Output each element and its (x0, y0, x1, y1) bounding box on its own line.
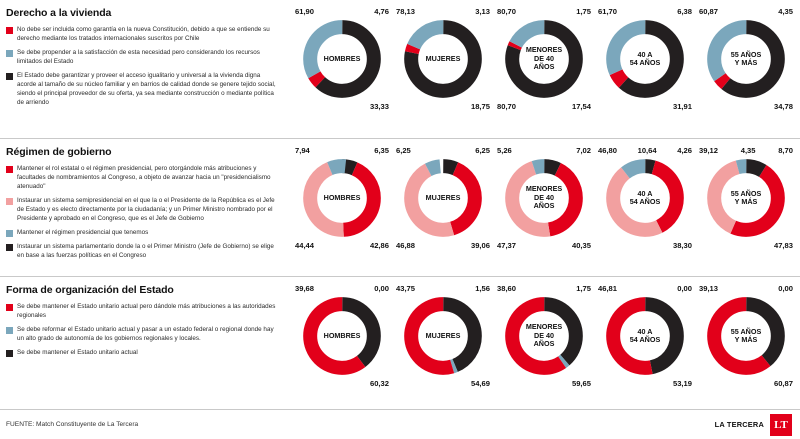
donut-bottom-labels (395, 102, 491, 111)
donut-top-labels (395, 7, 491, 16)
legend-swatch-dark (6, 73, 13, 80)
donut-center-label: MUJERES (425, 192, 461, 202)
value-label: 4,35 (778, 7, 793, 16)
value-label: 6,38 (677, 7, 692, 16)
value-label: 78,13 (396, 7, 416, 16)
donut-bottom-labels (294, 379, 390, 388)
donut-center-label: MUJERES (425, 330, 461, 340)
donut-center-label: HOMBRES (323, 53, 361, 63)
donut-bottom-labels (698, 241, 794, 250)
donut-center-label: MENORES DE 40 AÑOS (525, 184, 563, 211)
donut-svg (300, 294, 384, 378)
donut-center-label: MENORES DE 40 AÑOS (525, 45, 563, 72)
donut-chart-55-mas (698, 284, 794, 401)
donut-bottom-labels (395, 379, 491, 388)
value-label: 60,87 (699, 7, 719, 16)
value-label: 39,68 (295, 284, 315, 293)
value-label: 8,70 (778, 146, 793, 155)
value-label: 6,25 (475, 146, 490, 155)
legend-swatch-red (6, 166, 13, 173)
legend-swatch-dark (6, 350, 13, 357)
legend-item (6, 326, 280, 344)
donut-center-label: MENORES DE 40 AÑOS (525, 322, 563, 349)
donut (401, 294, 485, 378)
value-label: 7,94 (295, 146, 310, 155)
charts-estado (290, 277, 800, 409)
section-estado (0, 276, 800, 409)
donut-top-labels (698, 284, 794, 293)
legend-regimen (0, 139, 290, 276)
donut-chart-menores-40 (496, 284, 592, 401)
donut (603, 156, 687, 240)
donut-bottom-labels (597, 379, 693, 388)
legend-swatch-blue (6, 50, 13, 57)
legend-swatch-blue (6, 230, 13, 237)
donut-bottom-labels (294, 241, 390, 250)
donut-chart-mujeres (395, 7, 491, 130)
donut-bottom-labels (597, 102, 693, 111)
value-label: 39,06 (470, 241, 490, 250)
value-label: 46,81 (598, 284, 618, 293)
value-label: 54,69 (470, 379, 490, 388)
donut-chart-hombres (294, 284, 390, 401)
donut-center-label: HOMBRES (323, 330, 361, 340)
donut-chart-hombres (294, 7, 390, 130)
donut (502, 294, 586, 378)
charts-vivienda (290, 0, 800, 138)
donut-top-labels (698, 7, 794, 16)
value-label: 6,25 (396, 146, 411, 155)
section-regimen (0, 138, 800, 276)
value-label: 44,44 (295, 241, 315, 250)
donut-bottom-labels (294, 102, 390, 111)
value-label: 7,02 (576, 146, 591, 155)
donut-center-label: 55 AÑOS Y MÁS (730, 326, 762, 344)
section-vivienda (0, 0, 800, 138)
value-label: 4,35 (740, 146, 756, 155)
donut-bottom-labels (698, 379, 794, 388)
charts-regimen (290, 139, 800, 276)
value-label: 53,19 (672, 379, 692, 388)
legend-vivienda (0, 0, 290, 138)
legend-swatch-dark (6, 244, 13, 251)
value-label: 38,30 (672, 241, 692, 250)
donut-chart-menores-40 (496, 146, 592, 268)
legend-item (6, 229, 280, 238)
value-label: 1,75 (576, 284, 591, 293)
donut-chart-mujeres (395, 146, 491, 268)
value-label: 38,60 (497, 284, 517, 293)
value-label: 40,35 (571, 241, 591, 250)
donut-svg (401, 17, 485, 101)
brand (715, 414, 792, 436)
legend-swatch-red (6, 27, 13, 34)
value-label: 39,12 (699, 146, 719, 155)
legend-label: Se debe mantener el Estado unitario actual (17, 348, 138, 356)
value-label: 80,70 (497, 102, 517, 111)
legend-label: Instaurar un sistema semipresidencial en el que la o el Presidente de la República es el Jefe de Estado y es electo directamente por la ciudadanía; y un Primer Ministro nombrado por el Presidente y aprobado en el Congreso, que es el Jefe de Gobierno (17, 196, 275, 222)
value-label: 33,33 (369, 102, 389, 111)
donut-chart-hombres (294, 146, 390, 268)
donut-chart-55-mas (698, 146, 794, 268)
donut-svg (704, 17, 788, 101)
donut-chart-40-54 (597, 7, 693, 130)
legend-label: Mantener el régimen presidencial que tenemos (17, 228, 149, 236)
donut-svg (300, 156, 384, 240)
legend-item (6, 197, 280, 224)
value-label: 43,75 (396, 284, 416, 293)
donut-bottom-labels (496, 379, 592, 388)
value-label: 60,32 (369, 379, 389, 388)
la-tercera-logo-icon: LT (770, 414, 792, 436)
donut-svg (401, 156, 485, 240)
value-label: 18,75 (470, 102, 490, 111)
donut-svg (704, 294, 788, 378)
legend-swatch-blue (6, 327, 13, 334)
value-label: 42,86 (369, 241, 389, 250)
legend-label: El Estado debe garantizar y proveer el acceso igualitario y universal a la vivienda digna acorde al tamaño de su núcleo familiar y en barrios de calidad donde se genere tejido social, siendo el principal proveedor de su oferta, ya sea mediante construcción o mediante política de arriendo (17, 71, 276, 106)
donut-top-labels (496, 7, 592, 16)
donut (300, 156, 384, 240)
donut-top-labels (597, 7, 693, 16)
donut (300, 17, 384, 101)
donut-top-labels (597, 284, 693, 293)
donut-top-labels (698, 146, 794, 155)
donut (704, 294, 788, 378)
legend-item (6, 49, 280, 67)
donut (603, 17, 687, 101)
legend-label: Se debe mantener el Estado unitario actual pero dándole más atribuciones a las autoridades regionales (17, 303, 276, 319)
section-title: Derecho a la vivienda (6, 7, 112, 19)
donut-center-label: 55 AÑOS Y MÁS (730, 49, 762, 67)
donut-svg (502, 17, 586, 101)
value-label: 10,64 (637, 146, 657, 155)
donut-bottom-labels (597, 241, 693, 250)
value-label: 6,35 (374, 146, 389, 155)
value-label: 4,76 (374, 7, 389, 16)
donut-chart-55-mas (698, 7, 794, 130)
donut-chart-mujeres (395, 284, 491, 401)
donut-center-label: 40 A 54 AÑOS (629, 326, 661, 344)
donut-top-labels (395, 284, 491, 293)
donut-svg (502, 156, 586, 240)
value-label: 46,80 (598, 146, 618, 155)
value-label: 1,56 (475, 284, 490, 293)
legend-item (6, 349, 280, 358)
donut-svg (603, 294, 687, 378)
legend-label: Mantener el rol estatal o el régimen presidencial, pero otorgándole más atribuciones y facultades de nombramientos al Congreso, a objeto de avanzar hacia un "presidencialismo atenuado" (17, 165, 271, 190)
donut-chart-menores-40 (496, 7, 592, 130)
value-label: 31,91 (672, 102, 692, 111)
value-label: 0,00 (374, 284, 389, 293)
legend-label: Se debe propender a la satisfacción de esta necesidad pero considerando los recursos limitados del Estado (17, 48, 260, 65)
value-label: 4,26 (677, 146, 692, 155)
donut-top-labels (496, 284, 592, 293)
value-label: 80,70 (497, 7, 517, 16)
donut-bottom-labels (698, 102, 794, 111)
donut-center-label: HOMBRES (323, 192, 361, 202)
value-label: 0,00 (778, 284, 793, 293)
footer (0, 409, 800, 439)
donut (300, 294, 384, 378)
donut-center-label: MUJERES (425, 53, 461, 63)
donut-top-labels (294, 146, 390, 155)
donut (603, 294, 687, 378)
value-label: 47,83 (773, 241, 793, 250)
brand-name: LA TERCERA (714, 420, 764, 429)
value-label: 1,75 (576, 7, 591, 16)
donut-svg (603, 17, 687, 101)
value-label: 34,78 (773, 102, 793, 111)
donut-center-label: 55 AÑOS Y MÁS (730, 188, 762, 206)
legend-item (6, 72, 280, 108)
section-title: Régimen de gobierno (6, 146, 112, 158)
donut (704, 17, 788, 101)
donut-top-labels (294, 7, 390, 16)
donut (502, 17, 586, 101)
donut (401, 17, 485, 101)
donut-center-label: 40 A 54 AÑOS (629, 49, 661, 67)
value-label: 59,65 (571, 379, 591, 388)
donut-bottom-labels (496, 102, 592, 111)
value-label: 17,54 (571, 102, 591, 111)
value-label: 47,37 (497, 241, 517, 250)
donut (401, 156, 485, 240)
donut-bottom-labels (496, 241, 592, 250)
value-label: 61,70 (598, 7, 618, 16)
legend-label: Se debe reformar el Estado unitario actual y pasar a un estado federal o regional donde hay un alto grado de autonomía de los gobiernos regionales y locales. (17, 325, 274, 342)
donut-svg (300, 17, 384, 101)
value-label: 46,88 (396, 241, 416, 250)
legend-swatch-red (6, 304, 13, 311)
legend-label: Instaurar un sistema parlamentario donde la o el Primer Ministro (Jefe de Gobierno) se elige en base a las fuerzas políticas en el Congreso (17, 242, 274, 259)
legend-estado (0, 277, 290, 409)
donut (502, 156, 586, 240)
donut-top-labels (395, 146, 491, 155)
donut (704, 156, 788, 240)
legend-swatch-pink (6, 198, 13, 205)
section-title: Forma de organización del Estado (6, 284, 174, 296)
legend-item (6, 243, 280, 261)
donut-top-labels (597, 146, 693, 155)
donut-top-labels (294, 284, 390, 293)
value-label: 3,13 (475, 7, 490, 16)
legend-item (6, 303, 280, 321)
donut-top-labels (496, 146, 592, 155)
donut-svg (502, 294, 586, 378)
value-label: 60,87 (773, 379, 793, 388)
value-label: 61,90 (295, 7, 315, 16)
value-label: 39,13 (699, 284, 719, 293)
source-text: FUENTE: Match Constituyente de La Tercera (6, 421, 139, 428)
legend-item (6, 165, 280, 192)
donut-chart-40-54 (597, 284, 693, 401)
donut-svg (704, 156, 788, 240)
value-label: 5,26 (497, 146, 512, 155)
value-label: 0,00 (677, 284, 692, 293)
legend-label: No debe ser incluida como garantía en la nueva Constitución, debido a que se entiende su derecho mediante los tratados internacionales suscritos por Chile (17, 26, 270, 42)
donut-svg (401, 294, 485, 378)
donut-bottom-labels (395, 241, 491, 250)
legend-item (6, 26, 280, 44)
donut-center-label: 40 A 54 AÑOS (629, 188, 661, 206)
donut-chart-40-54 (597, 146, 693, 268)
donut-svg (603, 156, 687, 240)
